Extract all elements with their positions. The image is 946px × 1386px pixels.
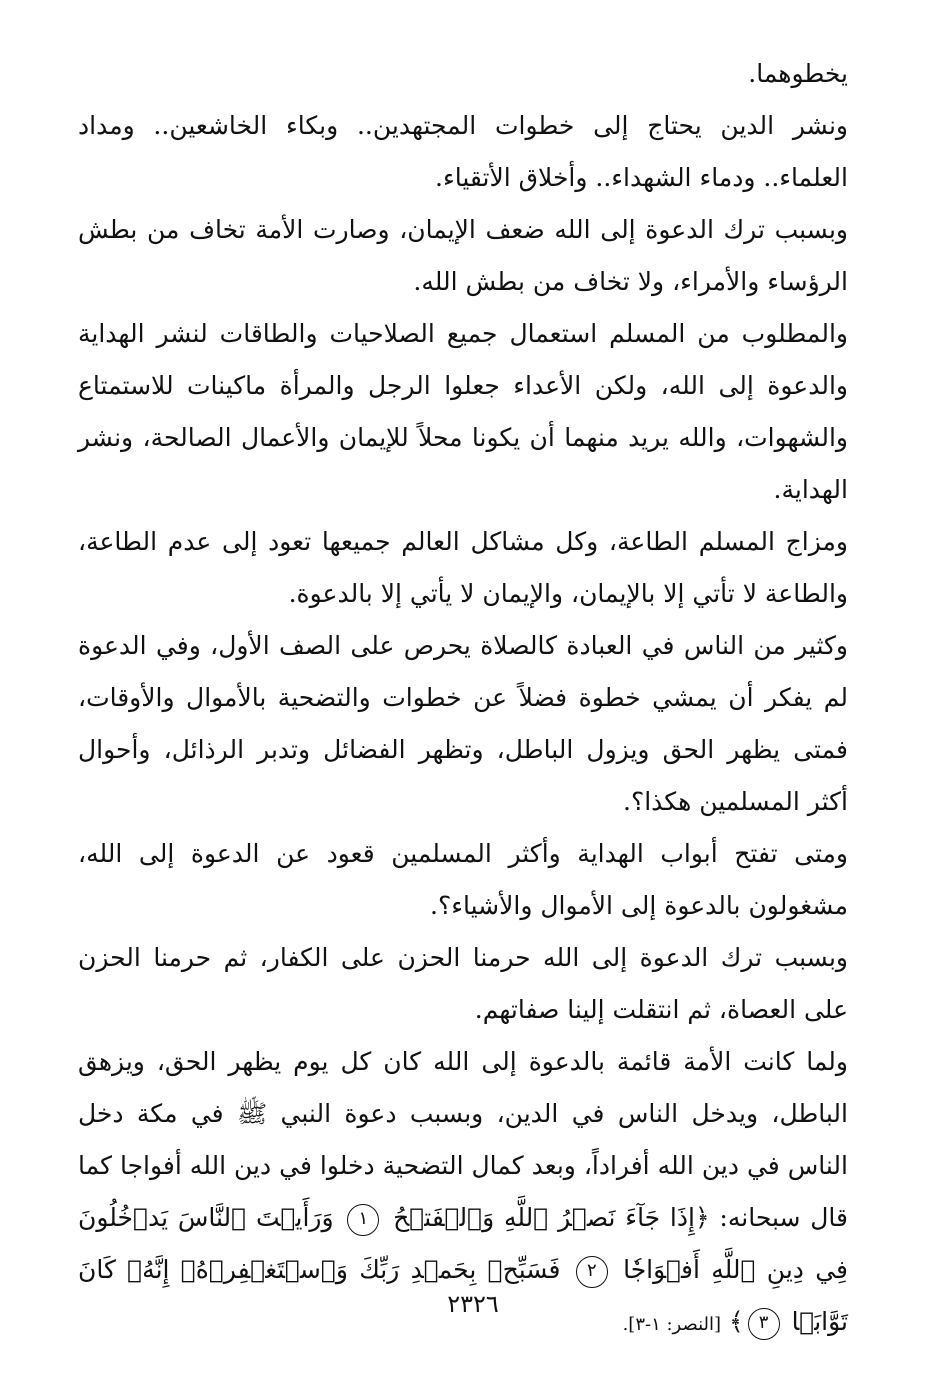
paragraph: وبسبب ترك الدعوة إلى الله حرمنا الحزن على الكفار، ثم حرمنا الحزن على العصاة، ثم انتقلت إلينا صفاتهم. xyxy=(78,943,848,1024)
paragraph: ونشر الدين يحتاج إلى خطوات المجتهدين.. وبكاء الخاشعين.. ومداد العلماء.. ودماء الشهداء.. وأخلاق الأتقياء. xyxy=(78,111,848,192)
page-body xyxy=(78,48,848,1351)
verse-number-marker: ٣ xyxy=(748,1308,780,1340)
paragraph: والمطلوب من المسلم استعمال جميع الصلاحيات والطاقات لنشر الهداية والدعوة إلى الله، ولكن الأعداء جعلوا الرجل والمرأة ماكينات للاستمتاع والشهوات، والله يريد منهما أن يكونا محلاً للإيمان والأعمال الصالحة، ونشر الهداية. xyxy=(78,319,848,504)
paragraph: ومتى تفتح أبواب الهداية وأكثر المسلمين قعود عن الدعوة إلى الله، مشغولون بالدعوة إلى الأموال والأشياء؟. xyxy=(78,839,848,920)
quote-close-bracket: ﴾ xyxy=(728,1307,744,1336)
paragraph: يخطوهما. xyxy=(748,59,848,88)
quran-verse: وَرَأَيۡتَ ٱلنَّاسَ يَدۡخُلُونَ فِي دِينِ ٱللَّهِ أَفۡوَاجٗا xyxy=(78,1203,849,1284)
quran-verse: إِذَا جَآءَ نَصۡرُ ٱللَّهِ وَٱلۡفَتۡحُ xyxy=(393,1203,695,1232)
paragraph: ومزاج المسلم الطاعة، وكل مشاكل العالم جميعها تعود إلى عدم الطاعة، والطاعة لا تأتي إلا بالإيمان، والإيمان لا يأتي إلا بالدعوة. xyxy=(78,527,848,608)
verse-number-marker: ٢ xyxy=(576,1256,608,1288)
quran-verse: فَسَبِّحۡ بِحَمۡدِ رَبِّكَ وَٱسۡتَغۡفِرۡهُۚ إِنَّهُۥ كَانَ تَوَّابَۢا xyxy=(78,1255,848,1336)
paragraph: وبسبب ترك الدعوة إلى الله ضعف الإيمان، وصارت الأمة تخاف من بطش الرؤساء والأمراء، ولا تخاف من بطش الله. xyxy=(78,215,848,296)
quote-open-bracket: ﴿ xyxy=(694,1203,710,1232)
paragraph: وكثير من الناس في العبادة كالصلاة يحرص على الصف الأول، وفي الدعوة لم يفكر أن يمشي خطوة فضلاً عن خطوات والتضحية بالأموال والأوقات، فمتى يظهر الحق ويزول الباطل، وتظهر الفضائل وتدبر الرذائل، وأحوال أكثر المسلمين هكذا؟. xyxy=(78,631,848,816)
quran-reference: [النصر: ١-٣]. xyxy=(622,1314,722,1335)
verse-number-marker: ١ xyxy=(347,1204,379,1236)
paragraph-text: ولما كانت الأمة قائمة بالدعوة إلى الله كان كل يوم يظهر الحق، ويزهق الباطل، ويدخل الناس في الدين، وبسبب دعوة النبي ﷺ في مكة دخل الناس في دين الله أفراداً، وبعد كمال التضحية دخلوا في دين الله أفواجا كما قال سبحانه: xyxy=(78,1047,848,1232)
page-number: ٢٣٢٦ xyxy=(447,1290,499,1318)
